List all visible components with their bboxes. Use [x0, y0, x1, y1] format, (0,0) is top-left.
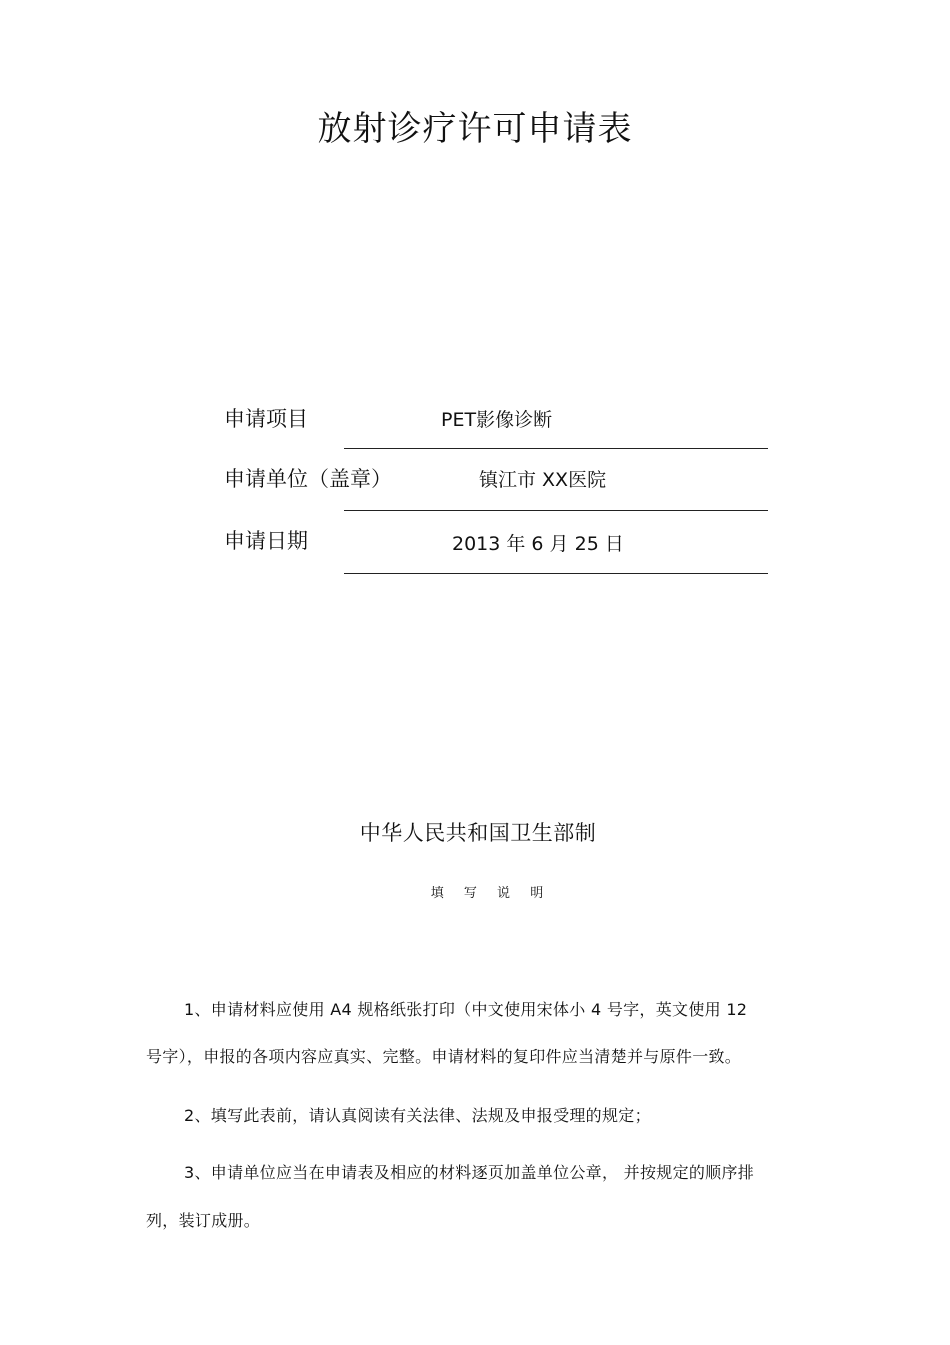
field-underline-date: [344, 573, 768, 574]
field-label-unit: 申请单位（盖章）: [224, 467, 392, 491]
page-title: 放射诊疗许可申请表: [317, 109, 633, 149]
field-value-date[interactable]: 2013 年 6 月 25 日: [452, 533, 624, 555]
issuer-text: 中华人民共和国卫生部制: [359, 821, 597, 845]
field-value-project[interactable]: PET影像诊断: [441, 409, 553, 431]
field-label-date: 申请日期: [224, 529, 308, 553]
field-underline-unit: [344, 510, 768, 511]
instruction-line: 号字），申报的各项内容应真实、完整。申请材料的复印件应当清楚并与原件一致。: [146, 1047, 742, 1066]
instructions-heading: 填 写 说 明: [430, 886, 552, 901]
instruction-line: 3、申请单位应当在申请表及相应的材料逐页加盖单位公章， 并按规定的顺序排: [184, 1163, 755, 1182]
field-underline-project: [344, 448, 768, 449]
instruction-line: 2、填写此表前，请认真阅读有关法律、法规及申报受理的规定；: [184, 1106, 651, 1125]
instruction-line: 列，装订成册。: [146, 1211, 261, 1230]
field-label-project: 申请项目: [224, 407, 308, 431]
field-value-unit[interactable]: 镇江市 XX医院: [479, 469, 607, 491]
instruction-line: 1、申请材料应使用 A4 规格纸张打印（中文使用宋体小 4 号字，英文使用 12: [184, 1000, 748, 1019]
